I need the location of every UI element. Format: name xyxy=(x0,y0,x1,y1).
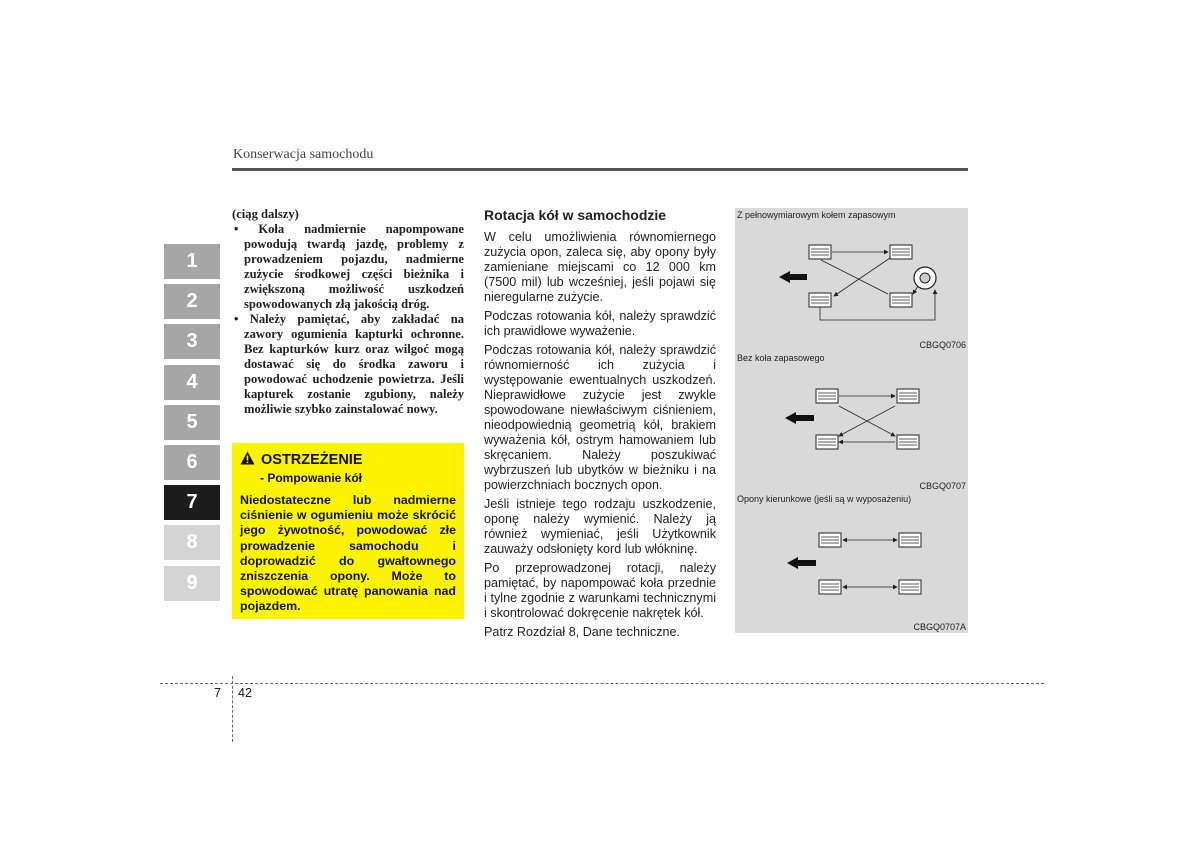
diagram-caption: Opony kierunkowe (jeśli są w wyposażeniu) xyxy=(737,494,912,504)
diagram-code: CBGQ0707 xyxy=(919,481,966,491)
running-header: Konserwacja samochodu xyxy=(233,147,374,162)
left-column xyxy=(232,207,464,417)
paragraph-balance: Podczas rotowania kół, należy sprawdzić ich prawidłowe wyważenie. xyxy=(484,309,716,338)
rotation-diagram-directional xyxy=(735,492,968,633)
chapter-tab-3[interactable]: 3 xyxy=(164,324,220,359)
warning-subtitle: - Pompowanie kół xyxy=(260,471,363,485)
rotation-diagram-full-spare xyxy=(735,208,968,351)
paragraph-reference: Patrz Rozdział 8, Dane techniczne. xyxy=(484,625,681,639)
chapter-tab-8[interactable]: 8 xyxy=(164,525,220,560)
page-number: 42 xyxy=(238,686,253,700)
chapter-tab-4[interactable]: 4 xyxy=(164,365,220,400)
footer-divider xyxy=(232,676,233,742)
diagram-code: CBGQ0706 xyxy=(919,340,966,350)
paragraph-inspection: Podczas rotowania kół, należy sprawdzić równomierność ich zużycia i występowanie ewentualnych uszkodzeń. Nieprawidłowe zużycie jest zwykle spowodowane niewłaściwym ciśnieniem, nieodpowiednią geometrią kół, brakiem wyważenia kół, ostrym hamowaniem lub skręcaniem. Należy poszukiwać wybrzuszeń lub ubytków w bieżniku i na powierzchniach bocznych opon. xyxy=(484,343,716,492)
diagram-directional xyxy=(735,492,968,633)
chapter-tab-7-active[interactable]: 7 xyxy=(164,485,220,520)
bullet-overinflation: • Koła nadmiernie napompowane powodują twardą jazdę, problemy z prowadzeniem pojazdu, nadmierne zużycie środkowej części bieżnika i zwiększoną możliwość uszkodzeń spowodowanych złą jakością dróg. xyxy=(234,222,464,311)
chapter-tab-6[interactable]: 6 xyxy=(164,445,220,480)
chapter-tabs xyxy=(164,244,220,606)
diagram-caption: Bez koła zapasowego xyxy=(737,353,825,363)
bullet-valve-caps: • Należy pamiętać, aby zakładać na zawory ogumienia kapturki ochronne. Bez kapturków kurz oraz wilgoć mogą dostawać się do środka zaworu i powodować uchodzenie powietrza. Jeśli kapturek zostanie zgubiony, należy możliwie szybko zainstalować nowy. xyxy=(234,312,464,416)
diagram-full-spare xyxy=(735,208,968,351)
chapter-tab-2[interactable]: 2 xyxy=(164,284,220,319)
footer-chapter: 7 xyxy=(214,686,222,700)
chapter-tab-5[interactable]: 5 xyxy=(164,405,220,440)
rotation-diagram-no-spare xyxy=(735,351,968,492)
warning-body: Niedostateczne lub nadmierne ciśnienie w ogumieniu może skrócić jego żywotność, powodować złe prowadzenie samochodu i doprowadzić do gwałtownego zniszczenia opony. Może to spowodować utratę panowania nad pojazdem. xyxy=(240,493,456,614)
diagram-caption: Z pełnowymiarowym kołem zapasowym xyxy=(737,210,896,220)
paragraph-after-rotation: Po przeprowadzonej rotacji, należy pamiętać, by napompować koła przednie i tylne zgodnie z warunkami technicznymi i skontrolować dokręcenie nakrętek kół. xyxy=(484,561,716,620)
continued-label: (ciąg dalszy) xyxy=(232,207,299,221)
paragraph-replacement: Jeśli istnieje tego rodzaju uszkodzenie, oponę należy wymienić. Należy ją również wymieniać, jeśli Użytkownik zauważy odsłonięty kord lub włókninę. xyxy=(484,497,716,556)
footer-rule xyxy=(160,683,1044,684)
chapter-tab-9[interactable]: 9 xyxy=(164,566,220,601)
paragraph-intro: W celu umożliwienia równomiernego zużycia opon, zaleca się, aby opony były zamieniane miejscami co 12 000 km (7500 mil) lub wcześniej, jeśli pojawi się nieregularne zużycie. xyxy=(484,230,716,304)
chapter-tab-1[interactable]: 1 xyxy=(164,244,220,279)
middle-column xyxy=(484,207,716,644)
warning-box xyxy=(232,443,464,619)
header-rule xyxy=(232,168,968,171)
section-heading: Rotacja kół w samochodzie xyxy=(484,207,667,223)
warning-triangle-icon xyxy=(240,451,255,469)
diagram-code: CBGQ0707A xyxy=(913,622,966,632)
warning-title: OSTRZEŻENIE xyxy=(261,452,363,468)
diagram-no-spare xyxy=(735,351,968,492)
